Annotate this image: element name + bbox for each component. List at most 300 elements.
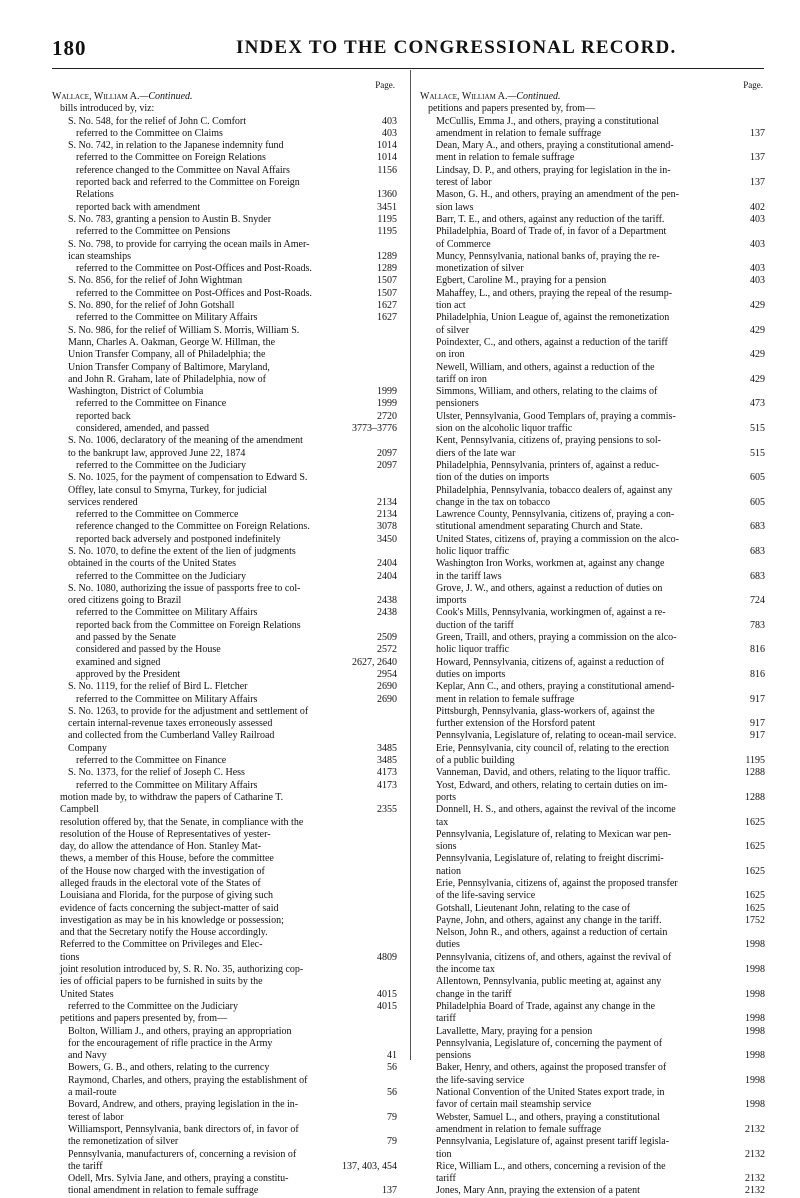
- index-entry: [52, 1013, 397, 1025]
- entry-page-ref: 137: [382, 1185, 397, 1197]
- entry-page-ref: 429: [750, 349, 765, 361]
- entry-text: bills introduced by, viz:: [60, 103, 155, 115]
- index-entry: [52, 792, 397, 817]
- entry-text: Simmons, William, and others, relating to the claims of pensioners: [436, 386, 658, 410]
- entry-page-ref: 1195: [377, 213, 397, 225]
- entry-page-ref: 1288: [745, 791, 765, 803]
- entry-text: Kent, Pennsylvania, citizens of, praying pensions to sol- diers of the late war: [436, 435, 661, 459]
- entry-page-ref: 605: [750, 472, 765, 484]
- entry-text: Pennsylvania, Legislature of, relating to freight discrimi- nation: [436, 853, 664, 877]
- index-entry: [52, 1001, 397, 1013]
- entry-text: Jones, Mary Ann, praying the extension of a patent: [436, 1185, 640, 1197]
- entry-page-ref: 3450: [377, 533, 397, 545]
- index-entry: [52, 312, 397, 324]
- index-entry: [420, 583, 765, 608]
- entry-page-ref: 2438: [377, 607, 397, 619]
- index-entry: [420, 558, 765, 583]
- index-entry: [52, 681, 397, 693]
- index-entry: [420, 435, 765, 460]
- entry-text: Erie, Pennsylvania, city council of, relating to the erection of a public building: [436, 742, 669, 767]
- index-entry: [420, 460, 765, 485]
- entry-page-ref: 1289: [377, 263, 397, 275]
- entry-text: S. No. 1119, for the relief of Bird L. Fletcher: [68, 681, 248, 693]
- index-entry: [420, 275, 765, 287]
- entry-text: referred to the Committee on Foreign Relations: [76, 152, 266, 164]
- index-entry: [52, 964, 397, 1001]
- index-entry: [420, 386, 765, 411]
- entry-page-ref: 1156: [377, 164, 397, 176]
- entry-text: Bowers, G. B., and others, relating to the currency: [68, 1062, 270, 1074]
- index-entry: [420, 780, 765, 805]
- entry-page-ref: 724: [750, 595, 765, 607]
- entry-page-ref: 429: [750, 373, 765, 385]
- entry-text: Yost, Edward, and others, relating to certain duties on im- ports: [436, 779, 668, 803]
- entry-page-ref: 403: [750, 238, 765, 250]
- entry-page-ref: 1195: [377, 226, 397, 238]
- index-entry: [52, 472, 397, 509]
- index-entry: [52, 546, 397, 571]
- index-entry: [52, 706, 397, 755]
- entry-text: S. No. 798, to provide for carrying the ocean mails in Amer- ican steamships: [68, 238, 310, 262]
- entry-page-ref: 403: [750, 263, 765, 275]
- entry-text: petitions and papers presented by, from—: [428, 103, 596, 115]
- index-heading: [420, 91, 765, 103]
- index-entry: [52, 152, 397, 164]
- entry-text: referred to the Committee on Military Affairs: [76, 607, 258, 619]
- entry-page-ref: 4173: [377, 767, 397, 779]
- entry-text: S. No. 1373, for the relief of Joseph C. Hess: [68, 767, 245, 779]
- page-header: [0, 36, 800, 68]
- entry-page-ref: 1752: [745, 914, 765, 926]
- entry-page-ref: 2132: [745, 1148, 765, 1160]
- entry-text: Green, Traill, and others, praying a commission on the alco- holic liquor traffic: [436, 632, 677, 656]
- index-entry: [420, 632, 765, 657]
- entry-text: Pennsylvania, Legislature of, concerning the payment of pensions: [436, 1037, 663, 1062]
- heading-name: Wallace, William A.: [420, 91, 508, 102]
- index-entry: [420, 337, 765, 362]
- entry-text: Pennsylvania, Legislature of, relating to Mexican war pen- sions: [436, 828, 672, 853]
- entry-page-ref: 2404: [377, 570, 397, 582]
- entry-text: S. No. 548, for the relief of John C. Comfort: [68, 115, 247, 127]
- entry-text: Lindsay, D. P., and others, praying for legislation in the in- terest of labor: [436, 164, 671, 189]
- index-entry: [52, 177, 397, 202]
- entry-page-ref: 515: [750, 423, 765, 435]
- entry-text: Pennsylvania, manufacturers of, concerning a revision of the tariff: [68, 1148, 297, 1172]
- entry-text: Philadelphia, Union League of, against the remonetization of silver: [436, 312, 670, 336]
- entry-page-ref: 783: [750, 619, 765, 631]
- entry-text: Donnell, H. S., and others, against the revival of the income tax: [436, 804, 676, 828]
- entry-page-ref: 683: [750, 521, 765, 533]
- entry-text: reported back from the Committee on Foreign Relations and passed by the Senate: [76, 619, 301, 644]
- entry-page-ref: 403: [750, 213, 765, 225]
- index-entry: [52, 398, 397, 410]
- entry-text: reported back and referred to the Committee on Foreign Relations: [76, 177, 300, 201]
- entry-text: referred to the Committee on Military Affairs: [76, 312, 258, 324]
- index-entry: [52, 657, 397, 669]
- entry-text: Barr, T. E., and others, against any reduction of the tariff.: [436, 213, 665, 225]
- entry-page-ref: 1998: [745, 964, 765, 976]
- entry-page-ref: 2134: [377, 496, 397, 508]
- entry-page-ref: 1360: [377, 189, 397, 201]
- entry-text: Webster, Samuel L., and others, praying a constitutional amendment in relation to female suffrage: [436, 1111, 661, 1135]
- index-entry: [52, 755, 397, 767]
- entry-page-ref: 1998: [745, 1050, 765, 1062]
- column-divider: [410, 70, 411, 1060]
- entry-page-ref: 1507: [377, 287, 397, 299]
- entry-page-ref: 1627: [377, 312, 397, 324]
- entry-text: S. No. 1263, to provide for the adjustment and settlement of certain internal-revenue taxes erroneously assessed and collected from the Cumberland Valley Railroad Company: [68, 705, 309, 754]
- entry-page-ref: 2355: [377, 804, 397, 816]
- entry-text: Cook's Mills, Pennsylvania, workingmen of, against a re- duction of the tariff: [436, 607, 666, 631]
- index-entry: [420, 903, 765, 915]
- entry-page-ref: 3451: [377, 201, 397, 213]
- index-entry: [52, 669, 397, 681]
- entry-list: [52, 103, 397, 1197]
- entry-page-ref: 2132: [745, 1185, 765, 1197]
- entry-page-ref: 816: [750, 644, 765, 656]
- index-entry: [420, 362, 765, 387]
- entry-text: Gotshall, Lieutenant John, relating to the case of: [436, 902, 631, 914]
- entry-text: referred to the Committee on Post-Offices and Post-Roads.: [76, 263, 312, 275]
- page-column-label: Page.: [743, 80, 763, 90]
- entry-text: reported back with amendment: [76, 201, 201, 213]
- index-entry: [420, 534, 765, 559]
- entry-text: S. No. 742, in relation to the Japanese indemnity fund: [68, 140, 284, 152]
- entry-page-ref: 3773–3776: [352, 423, 397, 435]
- entry-page-ref: 4173: [377, 779, 397, 791]
- entry-text: referred to the Committee on Military Affairs: [76, 779, 258, 791]
- index-entry: [420, 952, 765, 977]
- index-entry: [420, 730, 765, 742]
- index-entry: [420, 1185, 765, 1197]
- entry-page-ref: 1999: [377, 386, 397, 398]
- entry-page-ref: 2627, 2640: [352, 656, 397, 668]
- entry-text: reference changed to the Committee on Foreign Relations.: [76, 521, 310, 533]
- index-entry: [420, 743, 765, 768]
- entry-text: reported back: [76, 410, 131, 422]
- index-entry: [420, 767, 765, 779]
- index-entry: [420, 976, 765, 1001]
- entry-text: Pennsylvania, Legislature of, against present tariff legisla- tion: [436, 1136, 670, 1160]
- entry-page-ref: 1627: [377, 300, 397, 312]
- entry-page-ref: 429: [750, 324, 765, 336]
- entry-page-ref: 1998: [745, 988, 765, 1000]
- entry-text: Philadelphia Board of Trade, against any change in the tariff: [436, 1000, 656, 1025]
- entry-text: Muncy, Pennsylvania, national banks of, praying the re- monetization of silver: [436, 250, 660, 275]
- index-entry: [420, 706, 765, 731]
- entry-text: referred to the Committee on the Judiciary: [76, 570, 246, 582]
- index-entry: [420, 878, 765, 903]
- entry-text: S. No. 1025, for the payment of compensation to Edward S. Offley, late consul to Smyrna, Turkey, for judicial services rendered: [68, 472, 308, 508]
- index-entry: [420, 804, 765, 829]
- entry-page-ref: 1625: [745, 816, 765, 828]
- entry-page-ref: 683: [750, 570, 765, 582]
- entry-page-ref: 515: [750, 447, 765, 459]
- index-entry: [52, 128, 397, 140]
- entry-text: S. No. 890, for the relief of John Gotshall: [68, 300, 235, 312]
- index-entry: [420, 411, 765, 436]
- entry-page-ref: 816: [750, 668, 765, 680]
- entry-page-ref: 2954: [377, 668, 397, 680]
- index-entry: [420, 607, 765, 632]
- entry-page-ref: 137: [750, 177, 765, 189]
- index-entry: [420, 251, 765, 276]
- entry-page-ref: 683: [750, 545, 765, 557]
- entry-page-ref: 3485: [377, 755, 397, 767]
- index-entry: [52, 325, 397, 399]
- index-entry: [420, 485, 765, 510]
- entry-page-ref: 917: [750, 730, 765, 742]
- entry-text: Bovard, Andrew, and others, praying legislation in the in- terest of labor: [68, 1099, 299, 1123]
- entry-page-ref: 2509: [377, 632, 397, 644]
- heading-continued: —Continued.: [139, 91, 193, 102]
- index-entry: [52, 607, 397, 619]
- entry-text: Poindexter, C., and others, against a reduction of the tariff on iron: [436, 336, 668, 361]
- index-entry: [52, 1173, 397, 1198]
- index-entry: [420, 657, 765, 682]
- index-entry: [52, 1124, 397, 1149]
- entry-page-ref: 1998: [745, 1099, 765, 1111]
- entry-text: referred to the Committee on Pensions: [76, 226, 231, 238]
- heading-continued: —Continued.: [507, 91, 561, 102]
- entry-text: joint resolution introduced by, S. R. No. 35, authorizing cop- ies of official papers to be furnished in suits by the United States: [60, 964, 304, 1000]
- entry-page-ref: 1625: [745, 841, 765, 853]
- index-entry: [52, 644, 397, 656]
- page-column-label: Page.: [375, 80, 395, 90]
- entry-page-ref: 1014: [377, 152, 397, 164]
- index-entry: [52, 583, 397, 608]
- entry-page-ref: 137: [750, 127, 765, 139]
- entry-text: Vanneman, David, and others, relating to the liquor traffic.: [436, 767, 671, 779]
- entry-text: referred to the Committee on Post-Offices and Post-Roads.: [76, 287, 312, 299]
- entry-text: Pennsylvania, citizens of, and others, against the revival of the income tax: [436, 951, 672, 976]
- entry-page-ref: 56: [387, 1062, 397, 1074]
- entry-page-ref: 403: [382, 127, 397, 139]
- entry-text: referred to the Committee on Finance: [76, 398, 227, 410]
- entry-page-ref: 2404: [377, 558, 397, 570]
- entry-text: Pennsylvania, Legislature of, relating to ocean-mail service.: [436, 730, 677, 742]
- entry-page-ref: 79: [387, 1111, 397, 1123]
- entry-text: Egbert, Caroline M., praying for a pension: [436, 275, 607, 287]
- entry-page-ref: 403: [750, 275, 765, 287]
- entry-text: Allentown, Pennsylvania, public meeting at, against any change in the tariff: [436, 976, 662, 1000]
- index-entry: [420, 214, 765, 226]
- index-entry: [52, 1099, 397, 1124]
- entry-page-ref: 1625: [745, 865, 765, 877]
- index-entry: [420, 1038, 765, 1063]
- entry-text: referred to the Committee on the Judiciary: [68, 1000, 238, 1012]
- entry-page-ref: 2690: [377, 681, 397, 693]
- entry-text: reference changed to the Committee on Naval Affairs: [76, 164, 290, 176]
- entry-text: Rice, William L., and others, concerning a revision of the tariff: [436, 1160, 666, 1185]
- entry-text: Lavallette, Mary, praying for a pension: [436, 1025, 593, 1037]
- entry-text: S. No. 1006, declaratory of the meaning of the amendment to the bankrupt law, approved June 22, 1874: [68, 435, 303, 459]
- entry-page-ref: 79: [387, 1136, 397, 1148]
- index-entry: [420, 140, 765, 165]
- entry-page-ref: 2132: [745, 1173, 765, 1185]
- left-column: [52, 79, 397, 1198]
- index-entry: [52, 202, 397, 214]
- index-entry: [420, 116, 765, 141]
- entry-page-ref: 1999: [377, 398, 397, 410]
- entry-page-ref: 1195: [745, 755, 765, 767]
- index-entry: [420, 915, 765, 927]
- entry-page-ref: 56: [387, 1087, 397, 1099]
- index-entry: [52, 263, 397, 275]
- entry-text: referred to the Committee on the Judiciary: [76, 459, 246, 471]
- index-entry: [420, 1062, 765, 1087]
- index-entry: [52, 435, 397, 460]
- entry-text: Bolton, William J., and others, praying an appropriation for the encouragement of rifle practice in the Army and Navy: [68, 1025, 292, 1062]
- index-entry: [52, 767, 397, 779]
- index-entry: [420, 165, 765, 190]
- entry-page-ref: 4015: [377, 988, 397, 1000]
- entry-text: Grove, J. W., and others, against a reduction of duties on imports: [436, 582, 663, 607]
- entry-page-ref: 2134: [377, 509, 397, 521]
- entry-text: Washington Iron Works, workmen at, against any change in the tariff laws: [436, 558, 665, 582]
- page-number: 180: [52, 36, 87, 60]
- entry-text: Odell, Mrs. Sylvia Jane, and others, praying a constitu- tional amendment in relation to female suffrage: [68, 1173, 289, 1197]
- entry-text: resolution offered by, that the Senate, in compliance with the resolution of the House of Representatives of yester- day, do allow the attendance of Hon. Stanley Mat- thews, a member of this House, before the committee of the House now charged with the investigation of alleged frauds in the electoral vote of the States of Louisiana and Florida, for the purpose of giving such evidence of facts concerning the subject-matter of said investigation as may be in his knowledge or possession; and that the Secretary notify the House accordingly. Referred to the Committee on Privileges and Elec- tions: [60, 816, 304, 963]
- index-entry: [52, 239, 397, 264]
- entry-text: Keplar, Ann C., and others, praying a constitutional amend- ment in relation to female suffrage: [436, 681, 675, 705]
- index-entry: [52, 571, 397, 583]
- index-entry: [52, 275, 397, 287]
- index-entry: [52, 140, 397, 152]
- index-entry: [420, 927, 765, 952]
- entry-text: Payne, John, and others, against any change in the tariff.: [436, 914, 662, 926]
- entry-page-ref: 1288: [745, 767, 765, 779]
- index-entry: [420, 1136, 765, 1161]
- index-entry: [52, 620, 397, 645]
- index-entry: [420, 288, 765, 313]
- entry-text: approved by the President: [76, 668, 181, 680]
- entry-list: [420, 103, 765, 1197]
- index-entry: [52, 1062, 397, 1074]
- entry-page-ref: 3078: [377, 521, 397, 533]
- index-entry: [420, 1161, 765, 1186]
- entry-page-ref: 4015: [377, 1000, 397, 1012]
- entry-text: Howard, Pennsylvania, citizens of, against a reduction of duties on imports: [436, 656, 665, 680]
- entry-text: Mahaffey, L., and others, praying the repeal of the resump- tion act: [436, 287, 673, 312]
- entry-text: referred to the Committee on Claims: [76, 127, 223, 139]
- index-entry: [52, 116, 397, 128]
- entry-text: Raymond, Charles, and others, praying the establishment of a mail-route: [68, 1074, 308, 1099]
- index-entry: [420, 312, 765, 337]
- entry-text: Mason, G. H., and others, praying an amendment of the pen- sion laws: [436, 189, 679, 213]
- index-entry: [52, 509, 397, 521]
- entry-page-ref: 917: [750, 718, 765, 730]
- entry-text: National Convention of the United States export trade, in favor of certain mail steamship service: [436, 1087, 665, 1111]
- entry-text: referred to the Committee on Finance: [76, 755, 227, 767]
- index-entry: [52, 1026, 397, 1063]
- header-rule: [52, 68, 764, 69]
- index-entry: [420, 509, 765, 534]
- index-entry: [420, 226, 765, 251]
- index-entry: [52, 521, 397, 533]
- page-title: INDEX TO THE CONGRESSIONAL RECORD.: [236, 37, 677, 58]
- entry-text: considered and passed by the House: [76, 644, 221, 656]
- entry-page-ref: 473: [750, 398, 765, 410]
- index-entry: [420, 829, 765, 854]
- index-entry: [420, 189, 765, 214]
- entry-text: Williamsport, Pennsylvania, bank directors of, in favor of the remonetization of silver: [68, 1123, 299, 1148]
- entry-text: referred to the Committee on Commerce: [76, 509, 239, 521]
- index-entry: [52, 1149, 397, 1174]
- entry-text: Ulster, Pennsylvania, Good Templars of, praying a commis- sion on the alcoholic liquor traffic: [436, 410, 676, 435]
- entry-text: Lawrence County, Pennsylvania, citizens of, praying a con- stitutional amendment separating Church and State.: [436, 509, 675, 533]
- index-entry: [52, 534, 397, 546]
- index-entry: [52, 165, 397, 177]
- index-entry: [52, 460, 397, 472]
- heading-name: Wallace, William A.: [52, 91, 140, 102]
- entry-text: United States, citizens of, praying a commission on the alco- holic liquor traffic: [436, 533, 679, 557]
- entry-text: reported back adversely and postponed indefinitely: [76, 533, 281, 545]
- index-entry: [420, 853, 765, 878]
- entry-text: Baker, Henry, and others, against the proposed transfer of the life-saving service: [436, 1062, 667, 1086]
- entry-text: Philadelphia, Pennsylvania, tobacco dealers of, against any change in the tax on tobacco: [436, 484, 673, 508]
- entry-text: considered, amended, and passed: [76, 423, 210, 435]
- index-entry: [52, 423, 397, 435]
- entry-page-ref: 917: [750, 693, 765, 705]
- entry-page-ref: 2438: [377, 595, 397, 607]
- entry-text: Erie, Pennsylvania, citizens of, against the proposed transfer of the life-saving service: [436, 878, 678, 902]
- entry-text: S. No. 783, granting a pension to Austin B. Snyder: [68, 213, 272, 225]
- entry-text: S. No. 986, for the relief of William S. Morris, William S. Mann, Charles A. Oakman, George W. Hillman, the Union Transfer Company, all of Philadelphia; the Union Transfer Company of Baltimore, Maryland, and John R. Graham, late of Philadelphia, now of Washington, District of Columbia: [68, 324, 300, 398]
- entry-page-ref: 1014: [377, 140, 397, 152]
- index-heading: [52, 91, 397, 103]
- index-entry: [52, 226, 397, 238]
- entry-text: Philadelphia, Pennsylvania, printers of, against a reduc- tion of the duties on imports: [436, 459, 659, 484]
- entry-page-ref: 137, 403, 454: [342, 1160, 397, 1172]
- index-entry: [52, 300, 397, 312]
- index-entry: [52, 817, 397, 965]
- entry-text: Dean, Mary A., and others, praying a constitutional amend- ment in relation to female suffrage: [436, 140, 674, 164]
- entry-page-ref: 2097: [377, 447, 397, 459]
- entry-page-ref: 4809: [377, 951, 397, 963]
- entry-text: motion made by, to withdraw the papers of Catharine T. Campbell: [60, 791, 284, 816]
- entry-text: Newell, William, and others, against a reduction of the tariff on iron: [436, 361, 655, 385]
- index-entry: [420, 1026, 765, 1038]
- entry-page-ref: 1998: [745, 1013, 765, 1025]
- entry-text: examined and signed: [76, 656, 161, 668]
- index-entry: [52, 1075, 397, 1100]
- index-entry: [420, 1087, 765, 1112]
- entry-page-ref: 429: [750, 300, 765, 312]
- entry-page-ref: 403: [382, 115, 397, 127]
- index-entry: [420, 681, 765, 706]
- entry-page-ref: 1625: [745, 902, 765, 914]
- index-entry: [52, 214, 397, 226]
- entry-page-ref: 1998: [745, 1025, 765, 1037]
- entry-text: S. No. 1070, to define the extent of the lien of judgments obtained in the courts of the United States: [68, 545, 296, 570]
- entry-page-ref: 41: [387, 1050, 397, 1062]
- entry-page-ref: 1998: [745, 1074, 765, 1086]
- entry-page-ref: 2097: [377, 459, 397, 471]
- entry-text: S. No. 856, for the relief of John Wightman: [68, 275, 243, 287]
- entry-page-ref: 1998: [745, 939, 765, 951]
- entry-text: Philadelphia, Board of Trade of, in favor of a Department of Commerce: [436, 226, 667, 250]
- index-entry: [420, 1112, 765, 1137]
- entry-text: McCullis, Emma J., and others, praying a constitutional amendment in relation to female suffrage: [436, 115, 660, 139]
- entry-page-ref: 1507: [377, 275, 397, 287]
- entry-page-ref: 2690: [377, 693, 397, 705]
- index-entry: [420, 103, 765, 115]
- index-entry: [52, 288, 397, 300]
- entry-text: petitions and papers presented by, from—: [60, 1013, 228, 1025]
- entry-text: Nelson, John R., and others, against a reduction of certain duties: [436, 927, 668, 951]
- entry-text: S. No. 1080, authorizing the issue of passports free to col- ored citizens going to Brazil: [68, 582, 301, 607]
